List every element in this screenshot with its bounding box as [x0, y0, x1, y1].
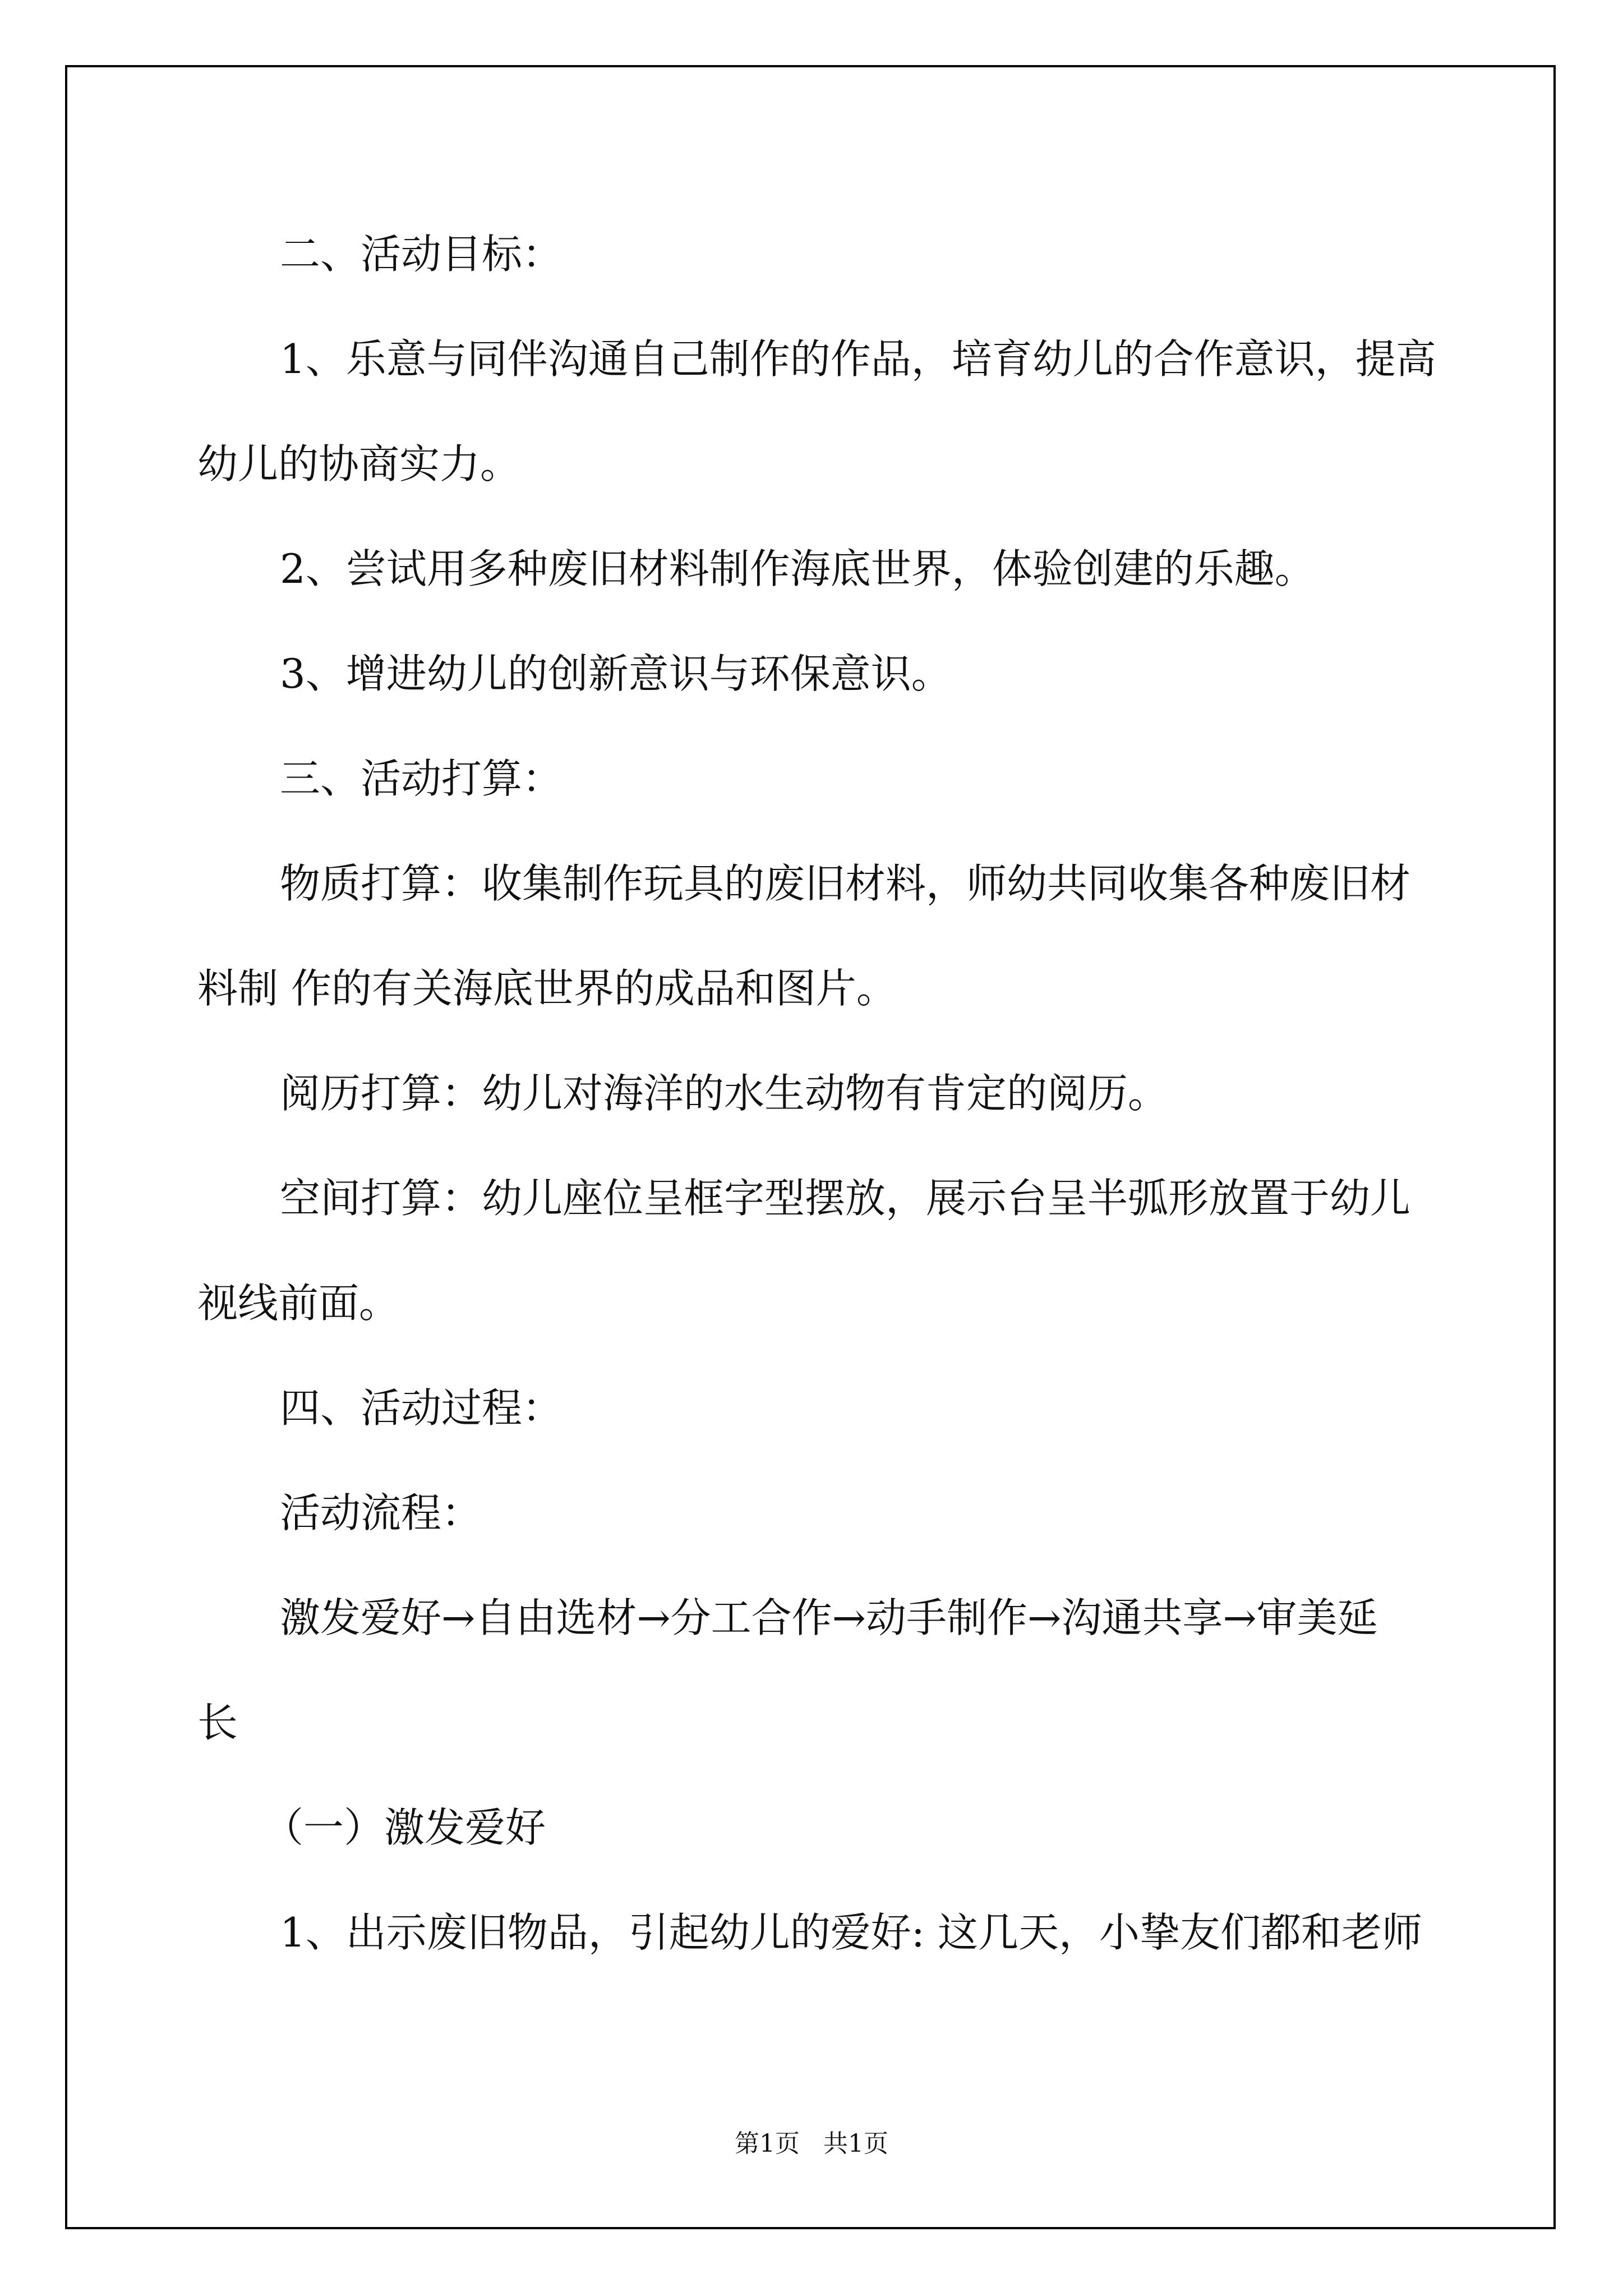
paragraph: 1、乐意与同伴沟通自己制作的作品，培育幼儿的合作意识，提高 — [280, 335, 1436, 383]
paragraph: 幼儿的协商实力。 — [197, 440, 521, 487]
subheading: （一）激发爱好 — [263, 1804, 546, 1851]
paragraph: 激发爱好→自由选材→分工合作→动手制作→沟通共享→审美延 — [280, 1594, 1378, 1641]
heading-activity-prep: 三、活动打算： — [280, 755, 563, 802]
heading-activity-process: 四、活动过程： — [280, 1384, 563, 1432]
paragraph: 料制 作的有关海底世界的成品和图片。 — [197, 965, 897, 1012]
paragraph: 2、尝试用多种废旧材料制作海底世界，体验创建的乐趣。 — [280, 545, 1315, 592]
document-body — [197, 202, 1436, 1985]
page-number: 第1页 — [735, 2129, 800, 2158]
paragraph: 1、出示废旧物品，引起幼儿的爱好: 这几天，小挚友们都和老师 — [280, 1909, 1422, 1956]
page-total: 共1页 — [823, 2129, 888, 2158]
paragraph: 空间打算：幼儿座位呈框字型摆放，展示台呈半弧形放置于幼儿 — [280, 1175, 1411, 1222]
paragraph: 活动流程： — [280, 1489, 482, 1536]
paragraph: 3、增进幼儿的创新意识与环保意识。 — [280, 650, 952, 697]
page-footer — [0, 2123, 1623, 2159]
paragraph: 视线前面。 — [197, 1280, 400, 1327]
heading-activity-goals: 二、活动目标： — [280, 231, 563, 278]
paragraph: 物质打算：收集制作玩具的废旧材料，师幼共同收集各种废旧材 — [280, 860, 1411, 907]
paragraph: 长 — [197, 1699, 238, 1746]
paragraph: 阅历打算：幼儿对海洋的水生动物有肯定的阅历。 — [280, 1070, 1169, 1117]
